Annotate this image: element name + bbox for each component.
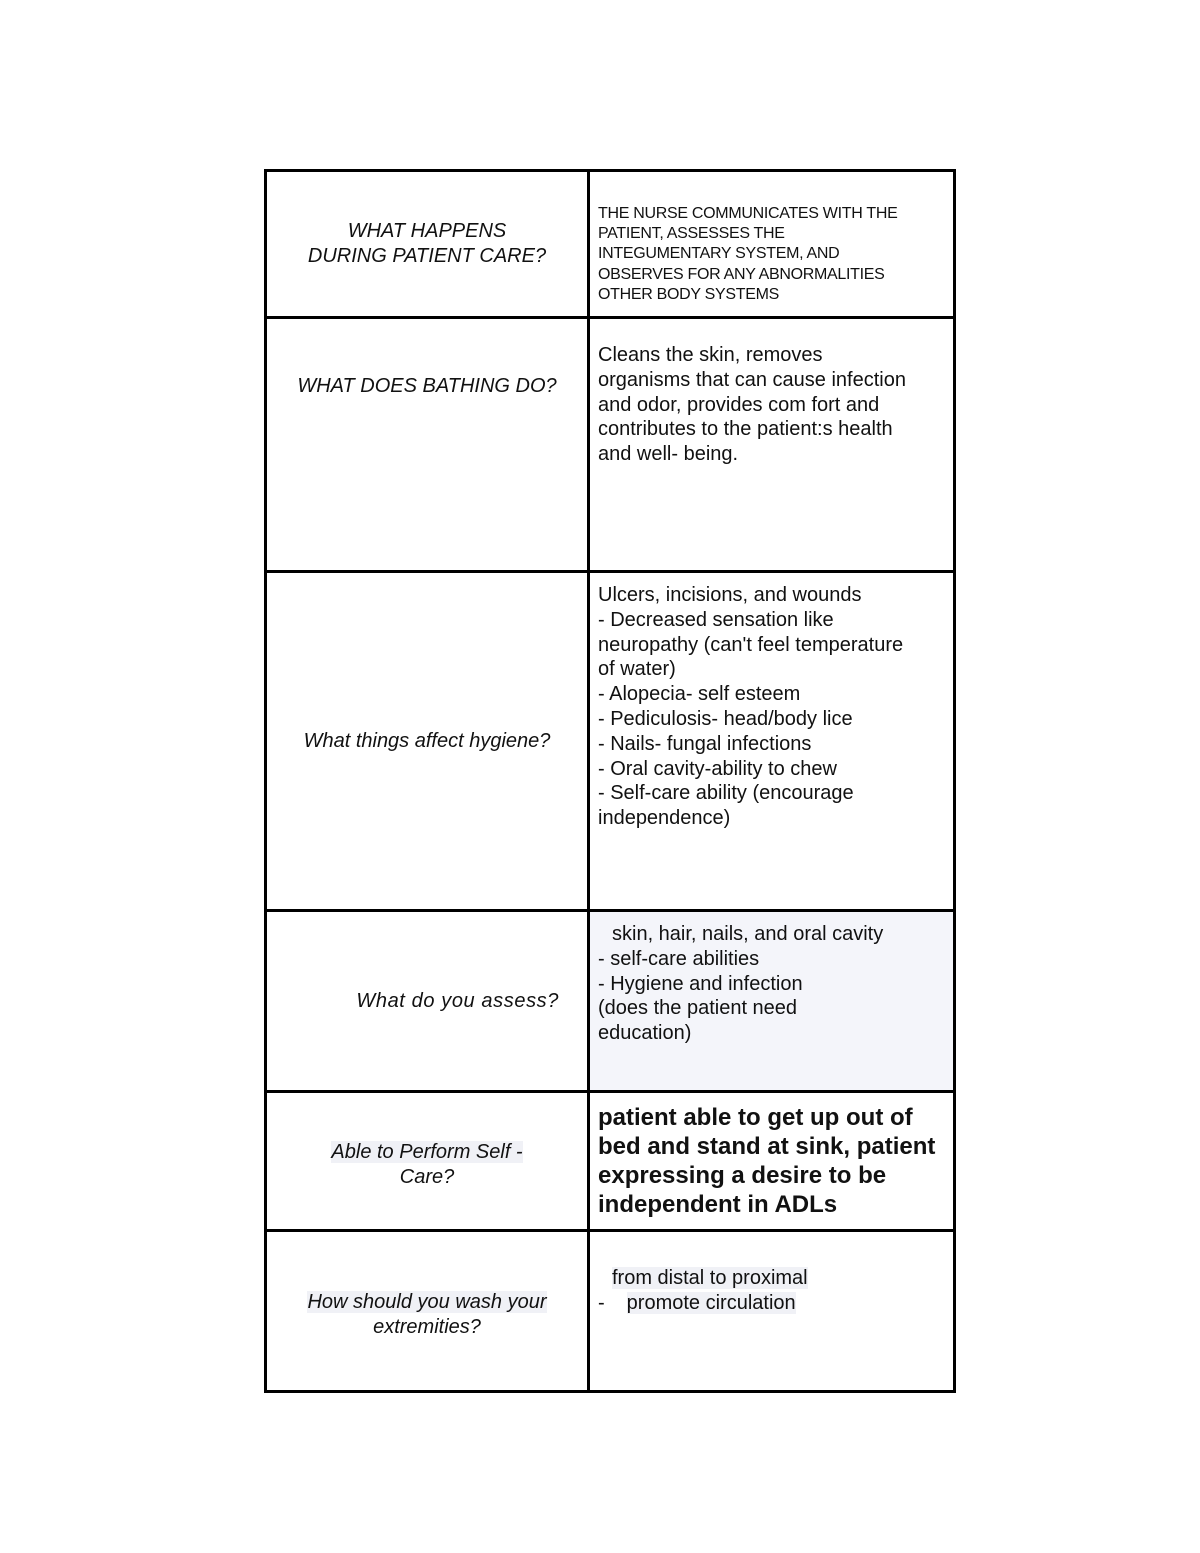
answer-line: neuropathy (can't feel temperature bbox=[598, 633, 904, 656]
question-line: WHAT HAPPENS bbox=[347, 220, 507, 242]
question-cell bbox=[266, 171, 589, 318]
question-line: What things affect hygiene? bbox=[303, 729, 551, 752]
answer-cell bbox=[589, 572, 955, 911]
answer-cell bbox=[589, 911, 955, 1092]
answer-line: of water) bbox=[598, 658, 676, 681]
question-cell bbox=[266, 911, 589, 1092]
question-cell bbox=[266, 1231, 589, 1392]
answer-line: - Nails- fungal infections bbox=[598, 732, 812, 755]
question-cell bbox=[266, 572, 589, 911]
question-line: Care? bbox=[399, 1166, 455, 1188]
answer-line: - self-care abilities bbox=[598, 947, 760, 970]
answer-line: - Oral cavity-ability to chew bbox=[598, 757, 837, 780]
answer-dash: - bbox=[598, 1291, 605, 1314]
table-row bbox=[266, 911, 955, 1092]
question-cell bbox=[266, 318, 589, 572]
question-line: How should you wash your bbox=[307, 1291, 547, 1313]
answer-line: PATIENT, ASSESSES THE bbox=[598, 225, 785, 243]
question-line: extremities? bbox=[373, 1316, 481, 1338]
answer-line: and well- being. bbox=[598, 443, 739, 466]
answer-line: OTHER BODY SYSTEMS bbox=[598, 285, 780, 303]
answer-line: from distal to proximal bbox=[612, 1267, 808, 1289]
answer-line: independence) bbox=[598, 807, 731, 830]
answer-line: Ulcers, incisions, and wounds bbox=[598, 584, 862, 606]
answer-line: education) bbox=[598, 1022, 692, 1045]
answer-line: - Pediculosis- head/body lice bbox=[598, 707, 853, 730]
table-row bbox=[266, 171, 955, 318]
answer-line: OBSERVES FOR ANY ABNORMALITIES bbox=[598, 265, 885, 283]
table-row bbox=[266, 572, 955, 911]
answer-line: bed and stand at sink, patient bbox=[598, 1133, 936, 1160]
answer-line: - Self-care ability (encourage bbox=[598, 782, 854, 805]
answer-line: promote circulation bbox=[626, 1291, 796, 1314]
table-row bbox=[266, 1092, 955, 1231]
answer-line: Cleans the skin, removes bbox=[598, 344, 823, 366]
answer-cell bbox=[589, 1092, 955, 1231]
answer-line: patient able to get up out of bbox=[598, 1104, 913, 1131]
answer-line: independent in ADLs bbox=[598, 1191, 838, 1218]
question-line: WHAT DOES BATHING DO? bbox=[297, 375, 557, 397]
answer-cell bbox=[589, 318, 955, 572]
question-cell bbox=[266, 1092, 589, 1231]
question-line: Able to Perform Self - bbox=[331, 1141, 523, 1163]
answer-line: organisms that can cause infection bbox=[598, 368, 906, 391]
answer-line: - Hygiene and infection bbox=[598, 972, 803, 995]
table-row bbox=[266, 1231, 955, 1392]
answer-cell bbox=[589, 1231, 955, 1392]
answer-line: INTEGUMENTARY SYSTEM, AND bbox=[598, 245, 840, 263]
question-line: DURING PATIENT CARE? bbox=[307, 245, 547, 267]
answer-line: skin, hair, nails, and oral cavity bbox=[612, 923, 884, 945]
answer-line: - Decreased sensation like bbox=[598, 608, 834, 631]
question-line: What do you assess? bbox=[356, 989, 559, 1012]
answer-line: and odor, provides com fort and bbox=[598, 393, 880, 416]
answer-line: expressing a desire to be bbox=[598, 1162, 887, 1189]
answer-line: (does the patient need bbox=[598, 997, 798, 1020]
answer-line: contributes to the patient:s health bbox=[598, 418, 893, 441]
answer-line: THE NURSE COMMUNICATES WITH THE bbox=[598, 205, 898, 222]
table-row bbox=[266, 318, 955, 572]
answer-cell bbox=[589, 171, 955, 318]
answer-line: - Alopecia- self esteem bbox=[598, 683, 801, 706]
qa-table bbox=[264, 169, 956, 1393]
